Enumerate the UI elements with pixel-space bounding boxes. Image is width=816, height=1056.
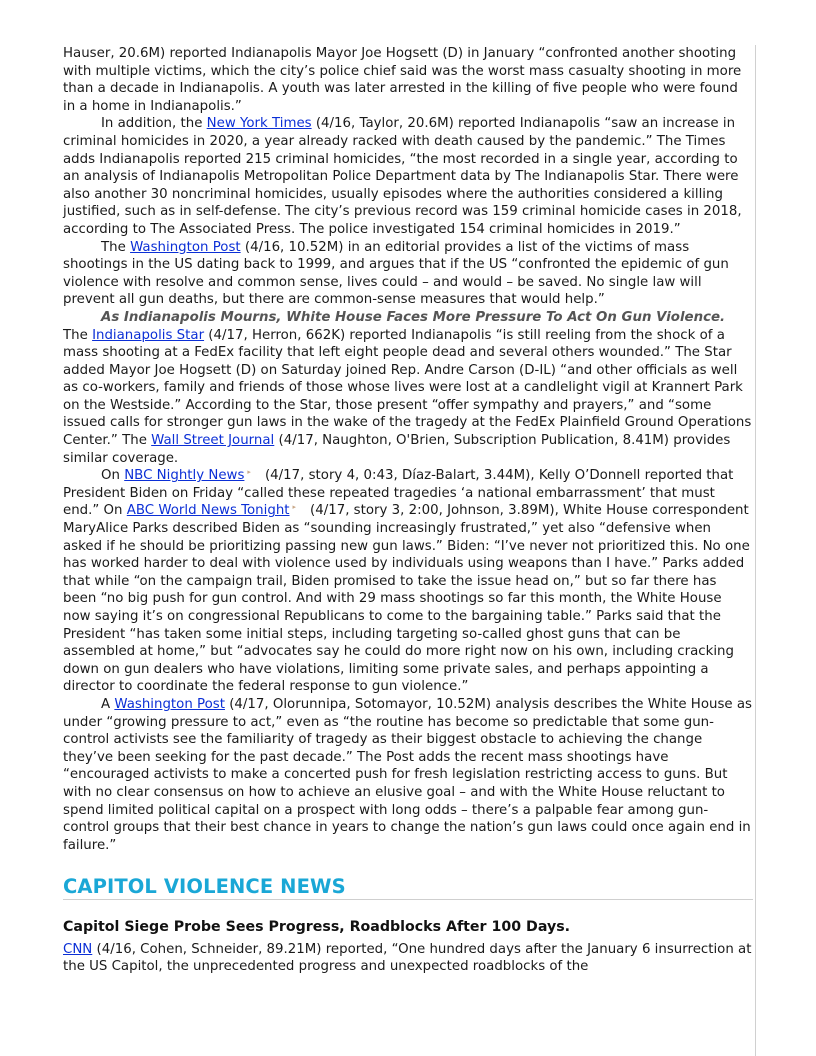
paragraph-indianapolis-mayor: Hauser, 20.6M) reported Indianapolis Mayor Joe Hogsett (D) in January “confronted another shooting with multiple victims, which the city’s police chief said was the worst mass casualty shooting in more than a decade in Indianapolis. A youth was later arrested in the killing of five people who were found in a home in Indianapolis.”: [63, 46, 742, 114]
link-cnn[interactable]: CNN: [63, 941, 93, 957]
document-page: [63, 45, 756, 1056]
link-abc-world-news-tonight[interactable]: ABC World News Tonight: [126, 503, 290, 519]
paragraph-tv-coverage: On NBC Nightly News ▸ (4/17, story 4, 0:43, Díaz-Balart, 3.44M), Kelly O’Donnell reported that President Biden on Friday “called these repeated tragedies ‘a national embarrassment’ that must end.” On ABC World News Tonight ▸ (4/17, story 3, 2:00, Johnson, 3.89M), White House correspondent MaryAlice Parks described Biden as “sounding increasingly frustrated,” yet also “defensive when asked if he should be prioritizing passing new gun laws.” Biden: “I’ve never not prioritized this. No one has worked harder to deal with violence used by individuals using weapons than I have.” Parks added that while “on the campaign trail, Biden promised to take the issue head on,” but so far there has been “no big push for gun control. And with 29 mass shootings so far this month, the White House now saying it’s on congressional Republicans to come to the bargaining table.” Parks said that the President “has taken some initial steps, including targeting so-called ghost guns that can be assembled at home,” but “advocates say he could do more right now on his own, including cracking down on gun dealers who have violations, limiting some private sales, and perhaps appointing a director to coordinate the federal response to gun violence.”: [63, 467, 750, 695]
link-nbc-nightly-news[interactable]: NBC Nightly News: [124, 468, 245, 484]
paragraph-nyt-homicides: In addition, the New York Times (4/16, Taylor, 20.6M) reported Indianapolis “saw an increase in criminal homicides in 2020, a year already racked with death caused by the pandemic.” The Times adds Indianapolis reported 215 criminal homicides, “the most recorded in a single year, according to an analysis of Indianapolis Metropolitan Police Department data by The Indianapolis Star. There were also another 30 noncriminal homicides, usually episodes where the authorities considered a killing justified, such as in self-defense. The city’s previous record was 159 criminal homicide cases in 2018, according to The Associated Press. The police investigated 154 criminal homicides in 2019.”: [63, 116, 742, 237]
document-body: [63, 45, 753, 976]
link-washington-post-editorial[interactable]: Washington Post: [130, 239, 241, 255]
link-wall-street-journal[interactable]: Wall Street Journal: [151, 433, 275, 449]
section-title-capitol-violence: CAPITOL VIOLENCE NEWS: [63, 878, 753, 900]
link-washington-post-analysis[interactable]: Washington Post: [114, 696, 225, 712]
paragraph-indianapolis-mourns: As Indianapolis Mourns, White House Faces More Pressure To Act On Gun Violence. The Indianapolis Star (4/17, Herron, 662K) reported Indianapolis “is still reeling from the shock of a mass shooting at a FedEx facility that left eight people dead and several others wounded.” The Star added Mayor Joe Hogsett (D) on Saturday joined Rep. Andre Carson (D-IL) “and other officials as well as co-workers, family and friends of those whose lives were lost at a candlelight vigil at Krannert Park on the Westside.” According to the Star, those present “offer sympathy and prayers,” and “some issued calls for stronger gun laws in the wake of the tragedy at the FedEx Plainfield Ground Operations Center.” The Wall Street Journal (4/17, Naughton, O'Brien, Subscription Publication, 8.41M) provides similar coverage.: [63, 309, 752, 466]
media-play-marker-icon[interactable]: ▸: [247, 467, 251, 476]
article-title: Capitol Siege Probe Sees Progress, Roadblocks After 100 Days.: [63, 918, 571, 935]
inline-headline: As Indianapolis Mourns, White House Faces More Pressure To Act On Gun Violence.: [101, 309, 726, 325]
paragraph-wapo-analysis: A Washington Post (4/17, Olorunnipa, Sotomayor, 10.52M) analysis describes the White House as under “growing pressure to act,” even as “the routine has become so predictable that some gun-control activists see the familiarity of tragedy as their biggest obstacle to achieving the change they’ve been seeking for the past decade.” The Post adds the recent mass shootings have “encouraged activists to make a concerted push for fresh legislation restricting access to guns. But with no clear consensus on how to achieve an elusive goal – and with the White House reluctant to spend limited political capital on a prospect with long odds – there’s a palpable fear among gun-control groups that their best chance in years to change the nation’s gun laws could once again end in failure.”: [63, 696, 752, 853]
media-play-marker-icon[interactable]: ▸: [292, 503, 297, 511]
link-indianapolis-star[interactable]: Indianapolis Star: [92, 327, 205, 343]
paragraph-cnn-capitol-probe: CNN (4/16, Cohen, Schneider, 89.21M) reported, “One hundred days after the January 6 insurrection at the US Capitol, the unprecedented progress and unexpected roadblocks of the: [63, 941, 752, 975]
paragraph-wapo-editorial: The Washington Post (4/16, 10.52M) in an editorial provides a list of the victims of mass shootings in the US dating back to 1999, and argues that if the US “confronted the epidemic of gun violence with resolve and common sense, lives could – and would – be saved. No single law will prevent all gun deaths, but there are common-sense measures that would help.”: [63, 239, 729, 308]
link-new-york-times[interactable]: New York Times: [206, 116, 312, 132]
